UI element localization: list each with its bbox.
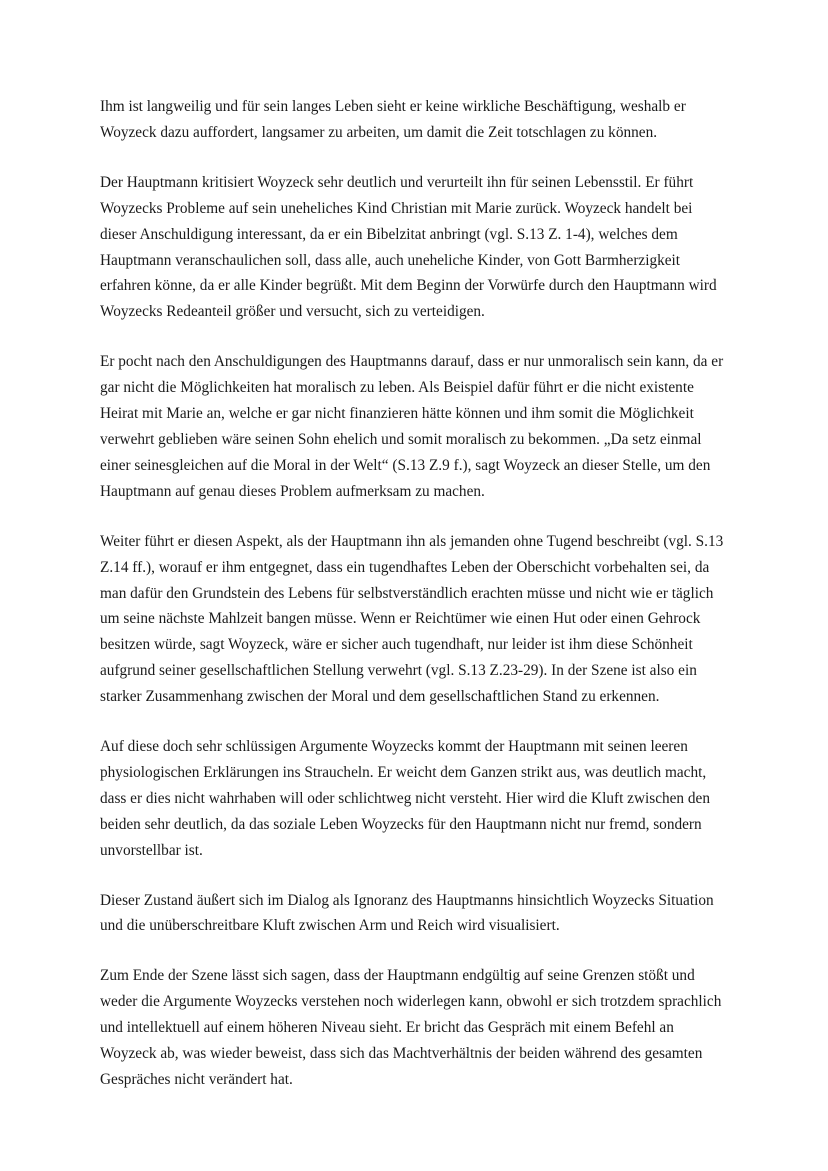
paragraph-5	[100, 734, 740, 864]
paragraph-2	[100, 170, 740, 325]
paragraph-4	[100, 529, 740, 710]
text-line: um seine nächste Mahlzeit bangen müsse. Wenn er Reichtümer wie einen Hut oder einen Gehrock	[100, 610, 701, 628]
text-line: Woyzeck ab, was wieder beweist, dass sich das Machtverhältnis der beiden während des gesamten	[100, 1045, 703, 1063]
text-line: aufgrund seiner gesellschaftlichen Stellung verwehrt (vgl. S.13 Z.23-29). In der Szene ist also ein	[100, 662, 697, 680]
text-line: Z.14 ff.), worauf er ihm entgegnet, dass ein tugendhaftes Leben der Oberschicht vorbehalten sei, da	[100, 558, 710, 576]
text-line: dieser Anschuldigung interessant, da er ein Bibelzitat anbringt (vgl. S.13 Z. 1-4), welches dem	[100, 225, 678, 243]
text-line: verwehrt geblieben wäre seinen Sohn ehelich und somit moralisch zu bekommen. „Da setz einmal	[100, 430, 702, 448]
text-line: Der Hauptmann kritisiert Woyzeck sehr deutlich und verurteilt ihn für seinen Lebensstil. Er führt	[100, 173, 694, 191]
text-line: Hauptmann auf genau dieses Problem aufmerksam zu machen.	[100, 482, 485, 500]
paragraph-1	[100, 94, 740, 146]
text-line: Hauptmann veranschaulichen soll, dass alle, auch uneheliche Kinder, von Gott Barmherzigkeit	[100, 251, 681, 269]
paragraph-3	[100, 349, 740, 504]
text-line: Zum Ende der Szene lässt sich sagen, dass der Hauptmann endgültig auf seine Grenzen stößt und	[100, 967, 695, 985]
text-line: und intellektuell auf einem höheren Niveau sieht. Er bricht das Gespräch mit einem Befehl an	[100, 1019, 674, 1037]
text-line: Heirat mit Marie an, welche er gar nicht finanzieren hätte können und ihm somit die Möglichkeit	[100, 405, 694, 423]
paragraph-6	[100, 888, 740, 940]
text-line: starker Zusammenhang zwischen der Moral und dem gesellschaftlichen Stand zu erkennen.	[100, 688, 660, 706]
document-body	[100, 94, 740, 1117]
text-line: gar nicht die Möglichkeiten hat moralisch zu leben. Als Beispiel dafür führt er die nicht existente	[100, 379, 694, 397]
text-line: Gespräches nicht verändert hat.	[100, 1071, 293, 1088]
text-line: Ihm ist langweilig und für sein langes Leben sieht er keine wirkliche Beschäftigung, weshalb er	[100, 98, 686, 115]
text-line: Woyzecks Probleme auf sein uneheliches Kind Christian mit Marie zurück. Woyzeck handelt bei	[100, 199, 693, 217]
text-line: physiologischen Erklärungen ins Straucheln. Er weicht dem Ganzen strikt aus, was deutlich macht,	[100, 763, 707, 781]
text-line: beiden sehr deutlich, da das soziale Leben Woyzecks für den Hauptmann nicht nur fremd, sondern	[100, 815, 702, 833]
text-line: Woyzecks Redeanteil größer und versucht, sich zu verteidigen.	[100, 303, 485, 321]
text-line: besitzen würde, sagt Woyzeck, wäre er sicher auch tugendhaft, nur leider ist ihm diese Schönheit	[100, 636, 693, 654]
text-line: unvorstellbar ist.	[100, 841, 203, 859]
paragraph-7	[100, 963, 740, 1093]
text-line: und die unüberschreitbare Kluft zwischen Arm und Reich wird visualisiert.	[100, 917, 560, 935]
text-line: Weiter führt er diesen Aspekt, als der Hauptmann ihn als jemanden ohne Tugend beschreibt (vgl. S.13	[100, 532, 724, 550]
text-line: Woyzeck dazu auffordert, langsamer zu arbeiten, um damit die Zeit totschlagen zu können.	[100, 123, 658, 141]
text-line: dass er dies nicht wahrhaben will oder schlichtweg nicht versteht. Hier wird die Kluft zwischen den	[100, 789, 710, 807]
text-line: man dafür den Grundstein des Lebens für selbstverständlich erachten müsse und nicht wie er täglich	[100, 584, 714, 602]
text-line: Dieser Zustand äußert sich im Dialog als Ignoranz des Hauptmanns hinsichtlich Woyzecks Situation	[100, 891, 714, 909]
text-line: weder die Argumente Woyzecks verstehen noch widerlegen kann, obwohl er sich trotzdem sprachlich	[100, 993, 722, 1011]
text-line: Er pocht nach den Anschuldigungen des Hauptmanns darauf, dass er nur unmoralisch sein kann, da er	[100, 353, 724, 371]
text-line: einer seinesgleichen auf die Moral in der Welt“ (S.13 Z.9 f.), sagt Woyzeck an dieser Stelle, um den	[100, 456, 711, 474]
text-line: Auf diese doch sehr schlüssigen Argumente Woyzecks kommt der Hauptmann mit seinen leeren	[100, 738, 688, 756]
text-line: erfahren könne, da er alle Kinder begrüßt. Mit dem Beginn der Vorwürfe durch den Hauptmann wird	[100, 277, 717, 295]
